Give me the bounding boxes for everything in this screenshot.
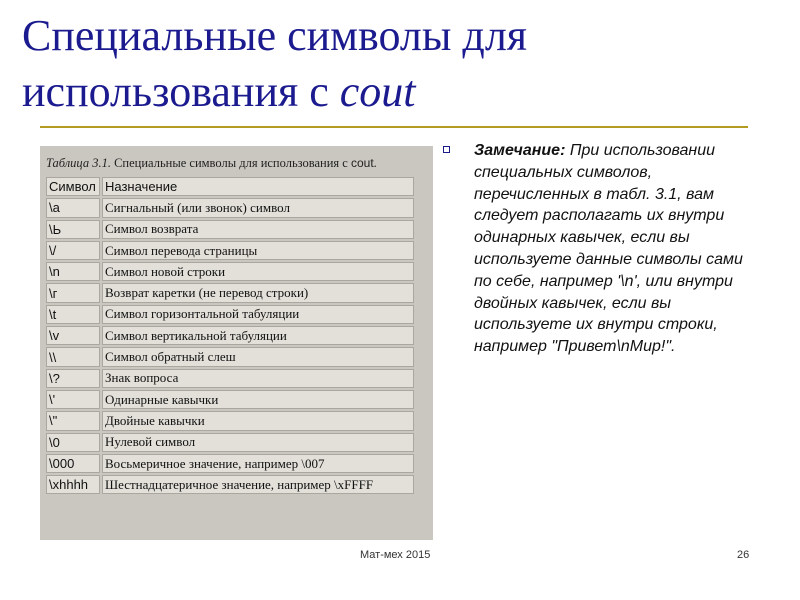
note-label: Замечание: bbox=[474, 142, 566, 159]
table-row bbox=[46, 475, 414, 494]
table-row bbox=[46, 369, 414, 388]
table-caption-code: cout bbox=[350, 156, 374, 170]
symbol-cell: \xhhhh bbox=[46, 475, 100, 494]
symbol-cell: \0 bbox=[46, 433, 100, 452]
purpose-cell: Символ перевода страницы bbox=[102, 241, 414, 260]
slide-title-line2 bbox=[22, 64, 642, 120]
table-row bbox=[46, 262, 414, 281]
table-row bbox=[46, 454, 414, 473]
header-symbol: Символ bbox=[46, 177, 100, 196]
symbol-cell: \v bbox=[46, 326, 100, 345]
table-caption-end: . bbox=[373, 156, 377, 170]
purpose-cell: Шестнадцатеричное значение, например \xFFFF bbox=[102, 475, 414, 494]
table-row bbox=[46, 283, 414, 302]
note-block bbox=[443, 140, 761, 358]
purpose-cell: Символ новой строки bbox=[102, 262, 414, 281]
purpose-cell: Возврат каретки (не перевод строки) bbox=[102, 283, 414, 302]
purpose-cell: Восьмеричное значение, например \007 bbox=[102, 454, 414, 473]
table-row bbox=[46, 305, 414, 324]
header-purpose: Назначение bbox=[102, 177, 414, 196]
purpose-cell: Нулевой символ bbox=[102, 433, 414, 452]
special-symbols-table bbox=[40, 146, 433, 540]
purpose-cell: Одинарные кавычки bbox=[102, 390, 414, 409]
table-header-row bbox=[46, 177, 414, 196]
symbol-cell: \" bbox=[46, 411, 100, 430]
title-divider bbox=[40, 126, 748, 128]
slide-title-code: cout bbox=[339, 67, 416, 116]
purpose-cell: Сигнальный (или звонок) символ bbox=[102, 198, 414, 217]
symbol-cell: \' bbox=[46, 390, 100, 409]
table-row bbox=[46, 347, 414, 366]
symbol-cell: \a bbox=[46, 198, 100, 217]
table-row bbox=[46, 326, 414, 345]
table-row bbox=[46, 390, 414, 409]
purpose-cell: Символ горизонтальной табуляции bbox=[102, 305, 414, 324]
purpose-cell: Символ вертикальной табуляции bbox=[102, 326, 414, 345]
table-row bbox=[46, 411, 414, 430]
square-bullet-icon bbox=[443, 146, 450, 153]
table-caption-number: Таблица 3.1. bbox=[46, 156, 111, 170]
symbol-cell: \г bbox=[46, 283, 100, 302]
table-row bbox=[46, 220, 414, 239]
symbol-cell: \? bbox=[46, 369, 100, 388]
table-caption bbox=[46, 151, 427, 175]
table-row bbox=[46, 433, 414, 452]
purpose-cell: Знак вопроса bbox=[102, 369, 414, 388]
purpose-cell: Символ возврата bbox=[102, 220, 414, 239]
table-row bbox=[46, 198, 414, 217]
purpose-cell: Символ обратный слеш bbox=[102, 347, 414, 366]
table-caption-text: Специальные символы для использования с bbox=[110, 156, 351, 170]
footer-course: Мат-мех 2015 bbox=[360, 549, 431, 561]
note-body: При использовании специальных символов, перечисленных в табл. 3.1, вам следует располагать их внутри одинарных кавычек, если вы используете данные символы сами по себе, например '\n', или внутри двойных кавычек, если вы используете их внутри строки, например "Привет\nМир!". bbox=[474, 142, 743, 356]
page-number: 26 bbox=[737, 549, 750, 561]
symbol-cell: \/ bbox=[46, 241, 100, 260]
symbol-cell: \n bbox=[46, 262, 100, 281]
slide-title bbox=[22, 8, 642, 120]
note-text bbox=[474, 140, 761, 358]
symbol-cell: \000 bbox=[46, 454, 100, 473]
symbols-table-body bbox=[46, 177, 414, 494]
symbol-cell: \t bbox=[46, 305, 100, 324]
symbol-cell: \\ bbox=[46, 347, 100, 366]
slide-title-line1: Специальные символы для bbox=[22, 11, 528, 60]
slide-title-line2-prefix: использования с bbox=[22, 67, 340, 116]
table-row bbox=[46, 241, 414, 260]
purpose-cell: Двойные кавычки bbox=[102, 411, 414, 430]
symbols-table-grid bbox=[44, 175, 416, 496]
symbol-cell: \Ь bbox=[46, 220, 100, 239]
